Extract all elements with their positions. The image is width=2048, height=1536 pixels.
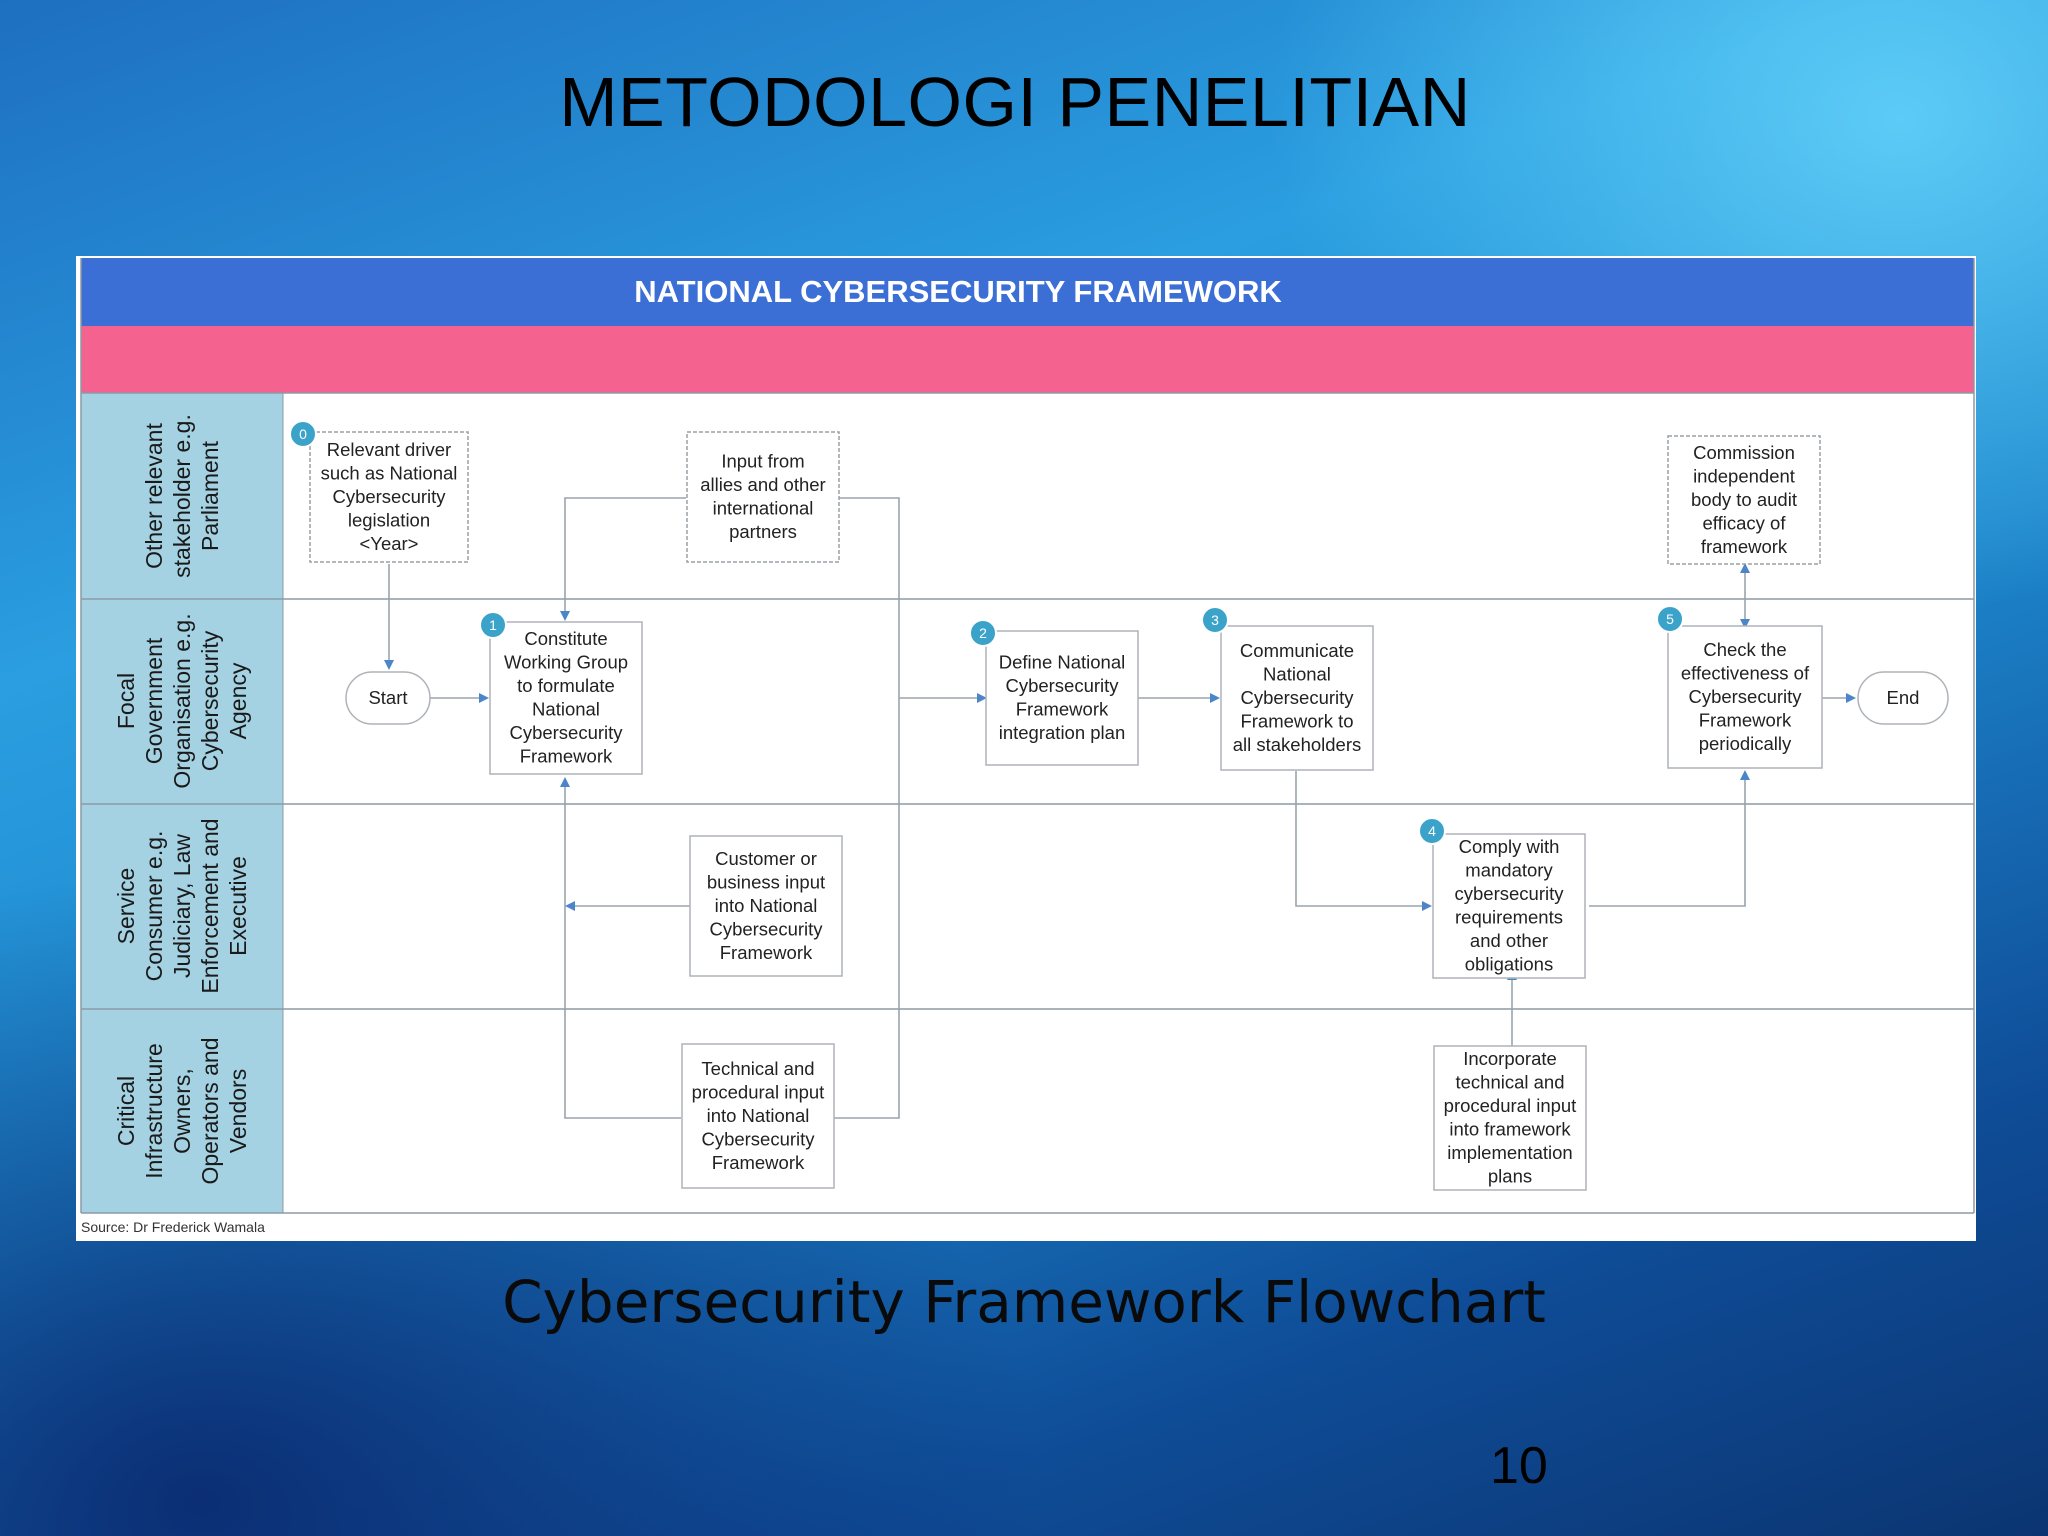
box-text-line: National (1263, 663, 1331, 685)
box-text-line: Cybersecurity (332, 485, 446, 507)
lane-label-line: Agency (225, 662, 251, 740)
slide-title: METODOLOGI PENELITIAN (559, 63, 1471, 141)
box-text-line: Incorporate (1463, 1048, 1557, 1070)
box-comply-requirements (1433, 834, 1585, 978)
box-text-line: all stakeholders (1232, 733, 1362, 755)
box-text-line: Framework (519, 745, 613, 767)
arrowhead (565, 901, 575, 911)
arrowhead (1846, 693, 1856, 703)
arrowhead (1740, 770, 1750, 780)
lane-label-line: Judiciary, Law (169, 833, 195, 979)
box-text-line: National (532, 698, 600, 720)
box-text-line: effectiveness of (1680, 662, 1810, 684)
framework-flowchart (76, 256, 1976, 1241)
box-text-line: requirements (1455, 906, 1563, 928)
connectors (384, 498, 1856, 1118)
box-text-line: integration plan (998, 722, 1126, 744)
lane-label-line: stakeholder e.g. (169, 414, 195, 578)
box-text-line: Framework (719, 941, 813, 963)
box-text-line: plans (1487, 1165, 1533, 1187)
lane-label-line: Service (113, 867, 139, 945)
lane-label-line: Infrastructure (141, 1043, 167, 1179)
box-text-line: and other (1469, 930, 1549, 952)
box-text-line: international (712, 497, 814, 519)
box-text-line: cybersecurity (1454, 883, 1564, 905)
box-input-from-allies (687, 432, 839, 562)
step-badges (290, 421, 1683, 844)
box-text-line: allies and other (700, 474, 826, 496)
box-text-line: Customer or (715, 847, 817, 869)
arrowhead (560, 777, 570, 787)
lane-label-line: Parliament (197, 441, 223, 551)
box-text-line: Working Group (503, 651, 629, 673)
arrowhead (560, 611, 570, 621)
pink-band (81, 326, 1974, 393)
box-customer-input (690, 836, 842, 976)
box-text-line: <Year> (359, 532, 419, 554)
diagram-header: NATIONAL CYBERSECURITY FRAMEWORK (634, 274, 1282, 309)
box-text-line: Relevant driver (326, 438, 452, 460)
box-constitute-working-group (490, 622, 642, 774)
arrowhead (384, 660, 394, 670)
box-text-line: Check the (1703, 638, 1787, 660)
lane-label-line: Executive (225, 856, 251, 956)
box-text-line: to formulate (517, 675, 615, 697)
box-text-line: Cybersecurity (509, 722, 623, 744)
arrowhead (1210, 693, 1220, 703)
connector-comply-check (1589, 779, 1745, 906)
box-text-line: Constitute (524, 628, 608, 650)
badge-step-5-label: 5 (1666, 611, 1674, 627)
box-text-line: implementation (1447, 1142, 1573, 1164)
box-text-line: Input from (721, 450, 805, 472)
box-text-line: efficacy of (1702, 512, 1786, 534)
box-text-line: independent (1693, 465, 1795, 487)
box-text-line: business input (706, 871, 826, 893)
box-text-line: Technical and (701, 1057, 815, 1079)
slide-caption: Cybersecurity Framework Flowchart (502, 1268, 1546, 1336)
box-text-line: Define National (998, 651, 1126, 673)
lane-label-line: Focal (113, 672, 139, 730)
lane-label-line: Government (141, 637, 167, 765)
box-text-line: Framework (711, 1151, 805, 1173)
badge-step-0-label: 0 (299, 426, 307, 442)
badge-step-3-label: 3 (1211, 612, 1219, 628)
lane-label-line: Owners, (169, 1068, 195, 1154)
box-text-line: such as National (320, 462, 458, 484)
page-number: 10 (1490, 1437, 1548, 1495)
box-text-line: Comply with (1458, 836, 1560, 858)
box-text-line: Cybersecurity (709, 918, 823, 940)
lane-label-line: Consumer e.g. (141, 830, 167, 982)
lane-label-line: Operators and (197, 1037, 223, 1185)
lane-label-line: Critical (113, 1075, 139, 1147)
start-label: Start (368, 687, 408, 708)
badge-step-1-label: 1 (489, 617, 497, 633)
box-text-line: body to audit (1691, 488, 1797, 510)
box-text-line: partners (729, 521, 797, 543)
end-label: End (1886, 687, 1920, 708)
box-define-integration-plan (986, 631, 1138, 765)
source-note: Source: Dr Frederick Wamala (81, 1219, 265, 1235)
box-text-line: technical and (1455, 1071, 1565, 1093)
box-text-line: Communicate (1239, 639, 1355, 661)
box-text-line: Framework to (1240, 710, 1354, 732)
lane-label-line: Organisation e.g. (169, 613, 195, 789)
box-text-line: legislation (347, 509, 431, 531)
connector-allies-constitute (565, 498, 686, 612)
box-text-line: Cybersecurity (1688, 685, 1802, 707)
box-text-line: framework (1700, 535, 1788, 557)
box-text-line: Cybersecurity (1240, 686, 1354, 708)
box-text-line: Framework (1015, 698, 1109, 720)
connector-communicate-comply (1296, 771, 1423, 906)
lane-label-line: Vendors (225, 1068, 251, 1154)
badge-step-2-label: 2 (979, 625, 987, 641)
box-text-line: mandatory (1465, 859, 1553, 881)
arrowhead (479, 693, 489, 703)
arrowhead (1422, 901, 1432, 911)
box-text-line: Commission (1693, 441, 1795, 463)
box-text-line: Cybersecurity (701, 1128, 815, 1150)
flowchart-svg (76, 256, 1976, 1241)
lane-label-line: Other relevant (141, 423, 167, 569)
connector-trunk-right (833, 498, 899, 1118)
box-text-line: periodically (1698, 732, 1792, 754)
box-text-line: into framework (1449, 1118, 1571, 1140)
box-commission-audit (1668, 436, 1820, 564)
lane-label-line: Cybersecurity (197, 630, 223, 772)
box-text-line: procedural input (691, 1081, 825, 1103)
box-text-line: Framework (1698, 709, 1792, 731)
box-text-line: into National (706, 1104, 810, 1126)
box-incorporate-input (1434, 1046, 1586, 1190)
box-technical-input (682, 1044, 834, 1188)
box-communicate-framework (1221, 626, 1373, 770)
box-text-line: into National (714, 894, 818, 916)
box-relevant-driver (310, 432, 468, 562)
lane-label-line: Enforcement and (197, 818, 223, 994)
box-text-line: procedural input (1443, 1095, 1577, 1117)
box-check-effectiveness (1668, 626, 1822, 768)
box-text-line: obligations (1464, 953, 1554, 975)
box-text-line: Cybersecurity (1005, 675, 1119, 697)
badge-step-4-label: 4 (1428, 823, 1436, 839)
connector-technical-constitute (565, 786, 681, 1118)
